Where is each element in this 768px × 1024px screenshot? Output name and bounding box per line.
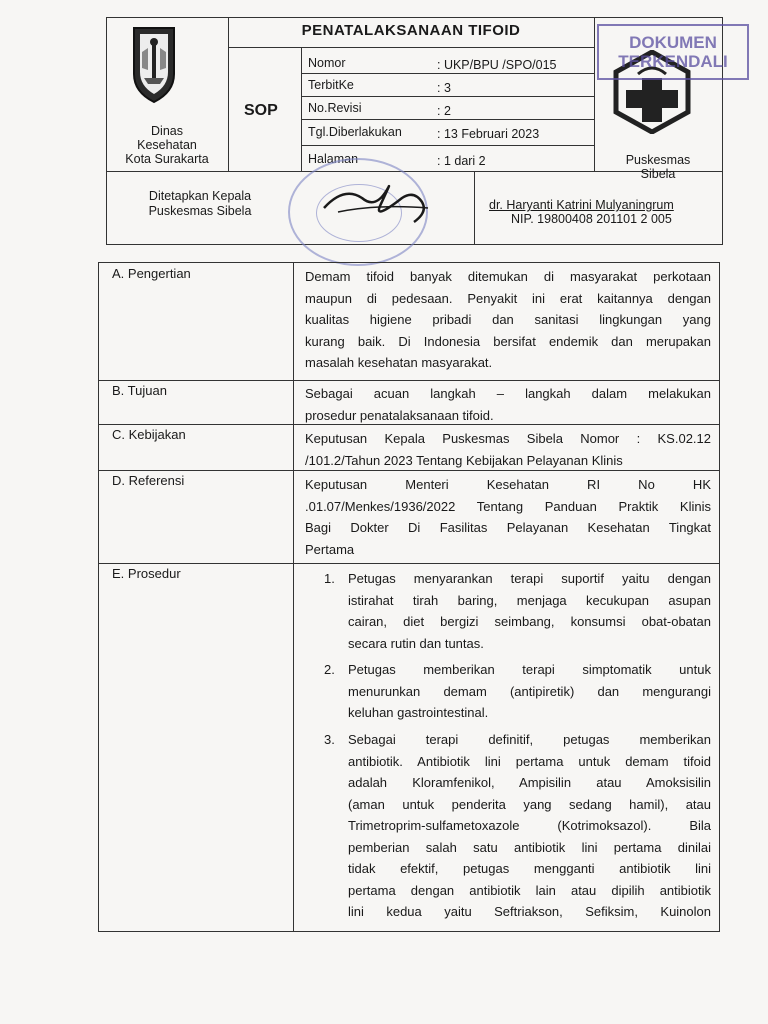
- field-label-nomor: Nomor: [308, 56, 346, 70]
- stamp-line: DOKUMEN: [629, 33, 717, 52]
- field-value-tgl: : 13 Februari 2023: [437, 127, 540, 141]
- text-line: .01.07/Menkes/1936/2022 Tentang Panduan Praktik Klinis: [305, 498, 711, 514]
- section-label-pengertian: A. Pengertian: [112, 266, 191, 281]
- pengertian-text: [305, 266, 711, 374]
- text-line: prosedur penatalaksanaan tifoid.: [305, 407, 494, 423]
- field-value-revisi: : 2: [437, 104, 451, 118]
- text-line: keluhan gastrointestinal.: [348, 705, 489, 720]
- text-line: Petugas memberikan terapi simptomatik untuk: [348, 662, 711, 677]
- kebijakan-text: [305, 428, 711, 471]
- org-left-line: Dinas: [151, 124, 183, 138]
- procedure-item: [324, 729, 711, 929]
- sop-label: SOP: [244, 102, 278, 119]
- procedure-number: 1.: [324, 571, 335, 586]
- ditetapkan-line: Ditetapkan Kepala: [148, 189, 252, 203]
- field-label-halaman: Halaman: [308, 152, 359, 166]
- signer-nip: NIP. 19800408 201101 2 005: [511, 212, 672, 226]
- procedure-item: [324, 659, 711, 727]
- text-line: Keputusan Kepala Puskesmas Sibela Nomor : KS.02.12: [305, 431, 711, 446]
- text-line: maupun di pedesaan. Penyakit ini erat kaitannya dengan: [305, 290, 711, 306]
- text-line: antibiotik. Antibiotik lini pertama untuk demam tifoid: [348, 753, 711, 769]
- text-line: Trimetroprim-sulfametoxazole (Kotrimoksazol). Bila: [348, 818, 711, 833]
- procedure-number: 3.: [324, 732, 335, 747]
- text-line: Sebagai acuan langkah – langkah dalam melakukan: [305, 386, 711, 401]
- org-left-line: Kota Surakarta: [125, 152, 209, 166]
- text-line: Pertama: [305, 541, 355, 557]
- stamp-line: TERKENDALI: [618, 52, 728, 71]
- signer-name: dr. Haryanti Katrini Mulyaningrum: [489, 198, 674, 212]
- org-left-line: Kesehatan: [137, 138, 197, 152]
- text-line: Sebagai terapi definitif, petugas memberikan: [348, 732, 711, 747]
- text-line: /101.2/Tahun 2023 Tentang Kebijakan Pelayanan Klinis: [305, 452, 623, 468]
- text-line: Demam tifoid banyak ditemukan di masyarakat perkotaan: [305, 269, 711, 284]
- field-label-revisi: No.Revisi: [308, 101, 362, 115]
- field-value-terbit: : 3: [437, 81, 451, 95]
- text-line: masalah kesehatan masyarakat.: [305, 355, 493, 370]
- document-title: PENATALAKSANAAN TIFOID: [301, 22, 521, 39]
- text-line: kurang baik. Di Indonesia bersifat endemik dan merupakan: [305, 333, 711, 349]
- text-line: (aman untuk penderita yang sedang hamil), atau: [348, 796, 711, 812]
- field-label-terbit: TerbitKe: [308, 78, 354, 92]
- text-line: tidak efektif, petugas mengganti antibiotik lini: [348, 861, 711, 876]
- referensi-text: [305, 474, 711, 560]
- text-line: Keputusan Menteri Kesehatan RI No HK: [305, 477, 711, 492]
- ditetapkan-line: Puskesmas Sibela: [148, 204, 252, 218]
- text-line: menurunkan demam (antipiretik) dan mengurangi: [348, 683, 711, 699]
- procedure-number: 2.: [324, 662, 335, 677]
- text-line: pertama dengan antibiotik lain atau dipilih antibiotik: [348, 882, 711, 898]
- text-line: kualitas higiene pribadi dan sanitasi lingkungan yang: [305, 312, 711, 327]
- org-right-line: Puskesmas: [625, 153, 691, 167]
- org-right-line: Sibela: [640, 167, 676, 181]
- text-line: secara rutin dan tuntas.: [348, 635, 484, 651]
- text-line: adalah Kloramfenikol, Ampisilin atau Amoksisilin: [348, 775, 711, 790]
- field-value-halaman: : 1 dari 2: [437, 154, 486, 168]
- section-label-referensi: D. Referensi: [112, 473, 185, 488]
- procedure-item: [324, 568, 711, 658]
- text-line: Bagi Dokter Di Fasilitas Pelayanan Kesehatan Tingkat: [305, 520, 711, 535]
- kota-surakarta-logo: [128, 22, 180, 108]
- text-line: pemberian salah satu antibiotik lini pertama dinilai: [348, 839, 711, 855]
- field-value-nomor: : UKP/BPU /SPO/015: [437, 58, 557, 72]
- text-line: cairan, diet bergizi seimbang, konsumsi obat-obatan: [348, 614, 711, 629]
- section-label-prosedur: E. Prosedur: [112, 566, 181, 581]
- signature: [318, 178, 438, 228]
- text-line: lini kedua yaitu Seftriakson, Sefiksim, Kuinolon: [348, 904, 711, 919]
- section-label-kebijakan: C. Kebijakan: [112, 427, 186, 442]
- dokumen-terkendali-stamp: [597, 24, 749, 80]
- tujuan-text: [305, 383, 711, 426]
- text-line: istirahat tirah baring, menjaga kecukupan asupan: [348, 592, 711, 608]
- text-line: Petugas menyarankan terapi suportif yaitu dengan: [348, 571, 711, 586]
- section-label-tujuan: B. Tujuan: [112, 383, 167, 398]
- field-label-tgl: Tgl.Diberlakukan: [308, 125, 402, 139]
